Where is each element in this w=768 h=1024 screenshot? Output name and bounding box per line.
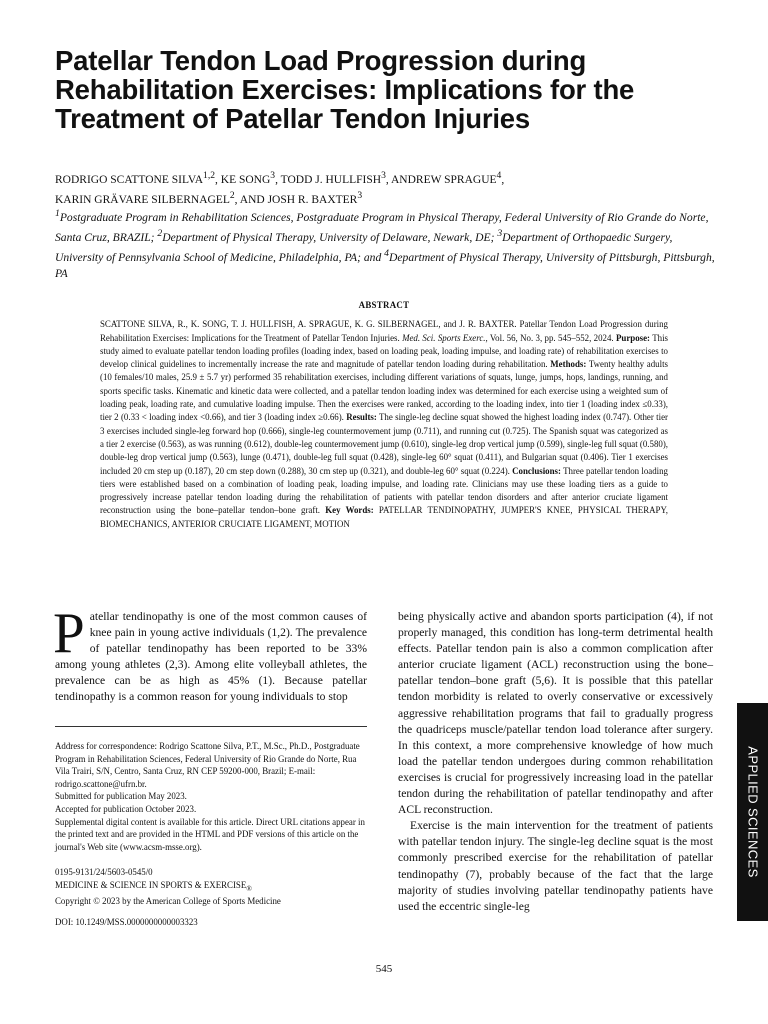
abstract-citation: SCATTONE SILVA, R., K. SONG, T. J. HULLFISH, A. SPRAGUE, K. G. SILBERNAGEL, and J. R. BAXTER. Patellar Tendon Load Progression during Rehabilitation Exercises: Implications for the Treatment of Patellar Tendon Injuries.	[100, 319, 668, 343]
body-paragraph: Exercise is the main intervention for the treatment of patients with patellar tendon injury. The single-leg decline squat is the most commonly prescribed exercise for the rehabilitation of patellar tendinopathy (7), probably because of the fact that the large majority of studies involving patellar tendinopathy patients have used the eccentric single-leg	[398, 819, 713, 913]
copyright: Copyright © 2023 by the American College of Sports Medicine	[55, 895, 281, 906]
author: JOSH R. BAXTER	[267, 193, 358, 206]
conclusions-label: Conclusions:	[512, 465, 561, 476]
affil-mark: 3	[497, 227, 503, 239]
author: ANDREW SPRAGUE	[390, 173, 497, 186]
affiliation: Department of Physical Therapy, University of Delaware, Newark, DE;	[162, 230, 498, 244]
author-separator: ,	[275, 173, 281, 186]
body-paragraph: being physically active and abandon sports participation (4), if not properly managed, this condition has long-term detrimental health effects. Patellar tendon pain is also a common complication after anterior cruciate ligament (ACL) reconstruction using the bone–patellar tendon–bone graft (5,6). It is possible that this patellar tendon morbidity is related to overly conservative or excessively aggressive rehabilitation programs that fail to gradually progress the quadriceps muscle/patellar tendon load tolerance after surgery. In this context, a more comprehensive knowledge of how much load the patellar tendon undergoes during common rehabilitation exercises is crucial for progressively increasing load in the patellar tendon during the rehabilitation of patellar tendinopathy and after ACL reconstruction.	[398, 610, 713, 817]
body-right-column	[398, 609, 713, 915]
keywords-text: PATELLAR TENDINOPATHY, JUMPER'S KNEE, PHYSICAL THERAPY, BIOMECHANICS, ANTERIOR CRUCIATE LIGAMENT, MOTION	[100, 505, 668, 529]
author-affil-mark: 3	[357, 189, 363, 201]
abstract-journal: Med. Sci. Sports Exerc.	[402, 332, 486, 343]
author-separator: ,	[385, 173, 391, 186]
author-affil-mark: 4	[496, 170, 502, 181]
results-label: Results:	[346, 412, 377, 423]
keywords-label: Key Words:	[325, 505, 374, 516]
section-side-tab	[737, 703, 768, 921]
abstract-heading: ABSTRACT	[358, 300, 410, 310]
publication-info	[55, 866, 367, 928]
doi: DOI: 10.1249/MSS.0000000000003323	[55, 916, 198, 927]
methods-label: Methods:	[550, 359, 587, 370]
journal-title: MEDICINE & SCIENCE IN SPORTS & EXERCISE	[55, 879, 247, 890]
correspondence-footnote	[55, 740, 367, 853]
affiliation: Postgraduate Program in Rehabilitation Sciences, Postgraduate Program in Physical Therapy, Federal University of Rio Grande do Norte, Santa Cruz, BRAZIL;	[55, 210, 709, 244]
article-title: Patellar Tendon Load Progression during Rehabilitation Exercises: Implications for the Treatment of Patellar Tendon Injuries	[55, 45, 635, 134]
journal-mark: ®	[246, 883, 252, 893]
affiliation: Department of Orthopaedic Surgery, University of Pennsylvania School of Medicine, Philadelphia, PA; and	[55, 230, 673, 264]
author-affil-mark: 3	[270, 170, 276, 181]
accepted-date: Accepted for publication October 2023.	[55, 803, 197, 814]
purpose-label: Purpose:	[615, 332, 651, 343]
methods-text: Twenty healthy adults (10 females/10 males, 25.9 ± 5.7 yr) performed 35 rehabilitation exercises, including different variations of squats, lunge, jumps, hops, landings, running, and sports specific tasks. Kinematic and kinetic data were collected, and a patellar tendon loading index was determined for each exercise using a weighted sum of loading peak, loading rate, and cumulative loading impulse. Then the exercises were ranked, according to the loading index, into tier 1 (loading index ≤0.33), tier 2 (0.33 < loading index <0.66), and tier 3 (loading index ≥0.66).	[100, 359, 668, 423]
affiliation: Department of Physical Therapy, University of Pittsburgh, Pittsburgh, PA	[55, 250, 715, 280]
footnote-divider	[55, 726, 367, 727]
purpose-text: This study aimed to evaluate patellar tendon loading profiles (loading index, based on loading peak, loading impulse, and loading rate) of rehabilitation exercises to develop clinical guidelines to incrementally increase the rate and magnitude of patellar tendon loading during rehabilitation.	[100, 332, 668, 370]
author: TODD J. HULLFISH	[280, 173, 382, 186]
author-affil-mark: 1,2	[203, 170, 216, 181]
submitted-date: Submitted for publication May 2023.	[55, 791, 187, 802]
affil-mark: 1	[55, 208, 60, 219]
author-separator: ,	[215, 173, 221, 186]
author-affil-mark: 3	[381, 170, 386, 181]
issn: 0195-9131/24/5603-0545/0	[55, 867, 153, 877]
drop-cap: P	[53, 602, 85, 665]
conclusions-text: Three patellar tendon loading tiers were established based on a combination of loading peak, loading impulse, and loading rate. Clinicians may use these loading tiers as a guide to progressively increase patellar tendon loading during the rehabilitation of patients with patellar tendon disorders and after anterior cruciate ligament reconstruction using the bone–patellar tendon–bone graft.	[100, 465, 668, 516]
author: KARIN GRÄVARE SILBERNAGEL	[55, 193, 230, 206]
abstract-body	[100, 318, 668, 531]
page-number: 545	[375, 963, 393, 975]
affil-mark: 2	[157, 227, 163, 239]
author-affil-mark: 2	[229, 189, 235, 201]
body-left-column	[53, 602, 367, 706]
affil-mark: 4	[384, 247, 389, 259]
author: KE SONG	[220, 173, 271, 186]
author-list	[55, 168, 715, 208]
results-text: The single-leg decline squat showed the highest loading index (0.747). Other tier 3 exercises included single-leg forward hop (0.666), single-leg countermovement jump (0.711), and running cut (0.725). The Spanish squat was categorized as a tier 2 exercise (0.563), as was running (0.612), double-leg countermovement jump (0.610), single-leg drop vertical jump (0.599), single-leg full squat (0.580), double-leg drop vertical jump (0.563), lunge (0.471), double-leg full squat (0.428), single-leg 60° squat (0.411), and Bulgarian squat (0.406). Tier 1 exercises included 20 cm step up (0.187), 20 cm step down (0.288), 30 cm step up (0.321), and double-leg 60° squat (0.224).	[100, 412, 668, 476]
intro-text: atellar tendinopathy is one of the most common causes of knee pain in young active individuals (1,2). The prevalence of patellar tendinopathy has been reported to be 33% among young athletes (2,3). Among elite volleyball athletes, the prevalence can be as high as 45% (1). Because patellar tendinopathy is a common reason for young individuals to stop	[55, 610, 367, 704]
correspondence-address: Address for correspondence: Rodrigo Scattone Silva, P.T., M.Sc., Ph.D., Postgraduate Program in Rehabilitation Sciences, Federal University of Rio Grande do Norte, Rua Vila Trairi, S/N, Centro, Santa Cruz, RN CEP 59200-000, Brazil; E-mail: rodrigo.scattone@ufrn.br.	[55, 741, 360, 789]
abstract-volume: , Vol. 56, No. 3, pp. 545–552, 2024.	[485, 332, 616, 343]
section-label: APPLIED SCIENCES	[745, 746, 760, 878]
author-separator: , AND	[234, 193, 268, 206]
intro-paragraph	[53, 602, 367, 706]
abstract	[100, 299, 668, 531]
author-separator: ,	[501, 173, 505, 186]
author: RODRIGO SCATTONE SILVA	[55, 173, 204, 186]
affiliations	[55, 206, 715, 282]
journal-name	[55, 879, 367, 895]
supplemental-note: Supplemental digital content is available for this article. Direct URL citations appear in the printed text and are provided in the HTML and PDF versions of this article on the journal's Web site (www.acsm-msse.org).	[55, 816, 365, 852]
